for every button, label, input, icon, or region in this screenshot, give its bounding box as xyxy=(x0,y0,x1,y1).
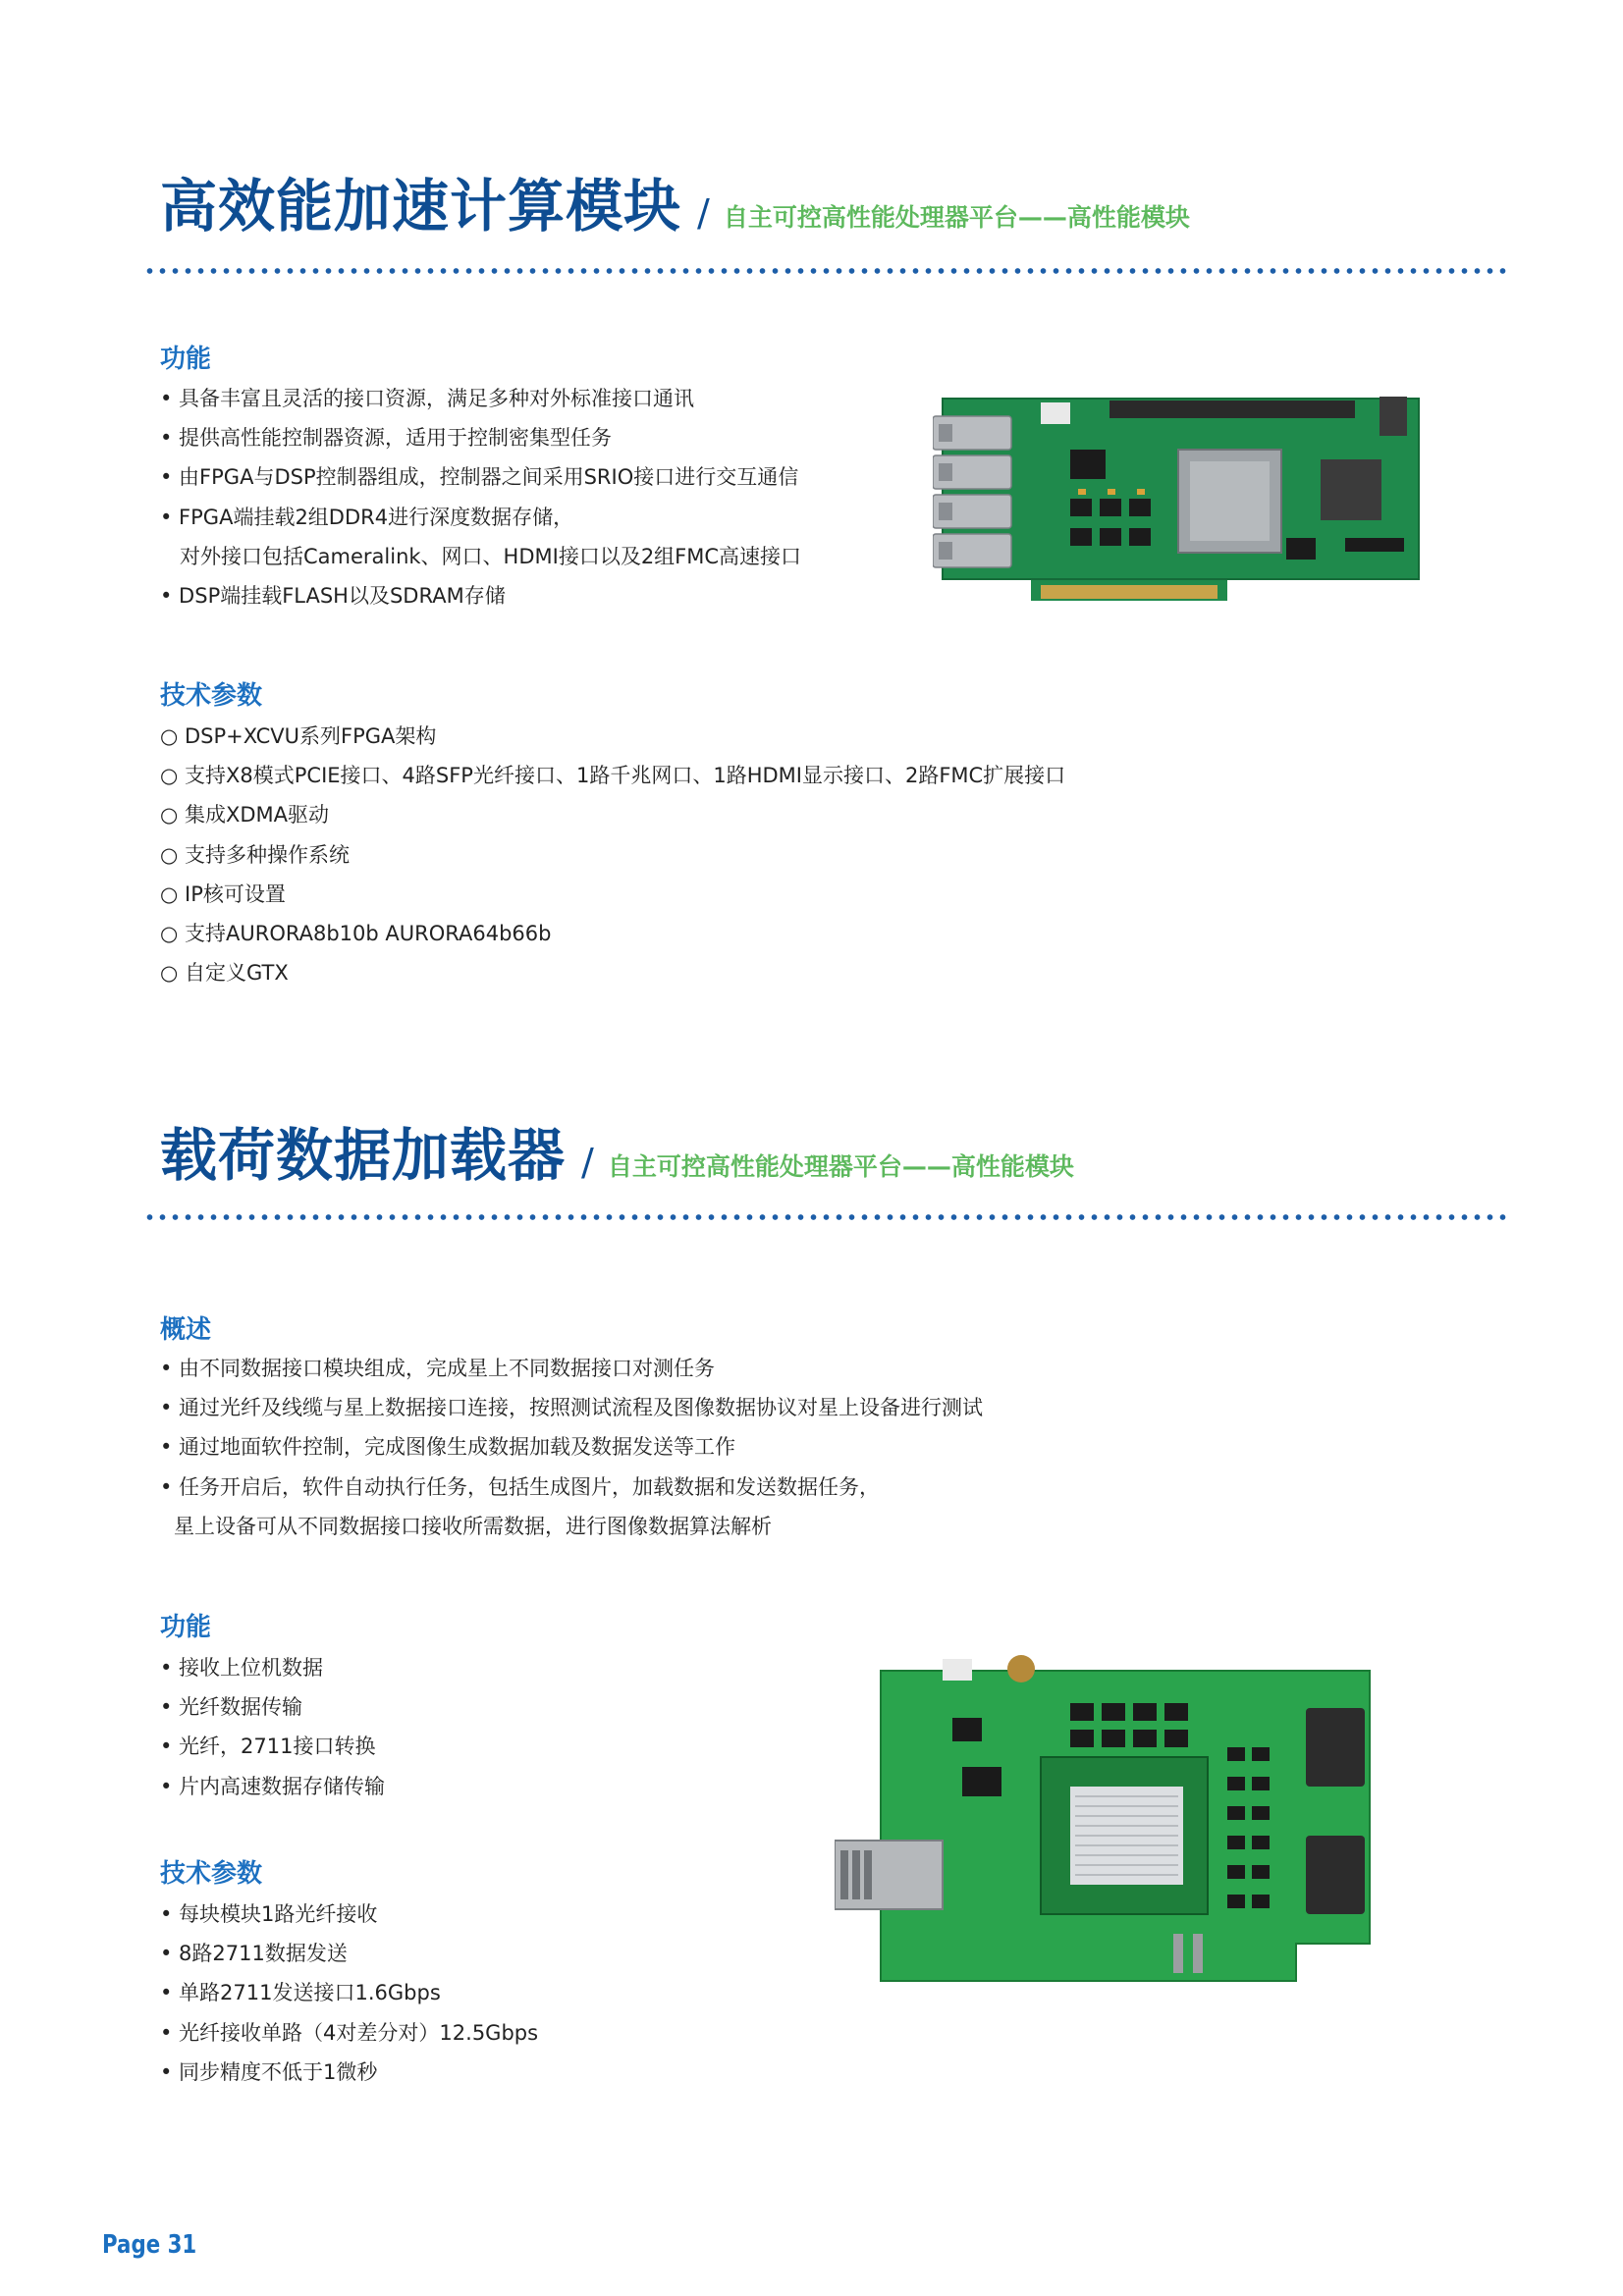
list-item: ○ 集成XDMA驱动 xyxy=(160,803,330,828)
list-item: • 光纤接收单路（4对差分对）12.5Gbps xyxy=(160,2020,539,2045)
section1-features-list xyxy=(160,379,801,615)
page-number: Page 31 xyxy=(102,2230,197,2260)
section2-divider xyxy=(143,1214,1508,1220)
list-item: ○ IP核可设置 xyxy=(160,881,286,906)
section2-specs-heading: 技术参数 xyxy=(160,1859,263,1889)
list-item: • 通过地面软件控制，完成图像生成数据加载及数据发送等工作 xyxy=(160,1435,736,1460)
list-item: • 接收上位机数据 xyxy=(160,1656,324,1680)
list-item: 星上设备可从不同数据接口接收所需数据，进行图像数据算法解析 xyxy=(174,1514,772,1538)
section2-header xyxy=(160,1109,1074,1192)
list-item: • 由FPGA与DSP控制器组成，控制器之间采用SRIO接口进行交互通信 xyxy=(160,465,799,490)
loader-board-image xyxy=(835,1649,1384,1998)
section1-specs-heading: 技术参数 xyxy=(160,681,263,711)
list-item: • 通过光纤及线缆与星上数据接口连接，按照测试流程及图像数据协议对星上设备进行测试 xyxy=(160,1396,984,1420)
list-item: • 片内高速数据存储传输 xyxy=(160,1774,386,1798)
list-item: • 单路2711发送接口1.6Gbps xyxy=(160,1981,441,2005)
list-item: • 光纤，2711接口转换 xyxy=(160,1735,376,1759)
section2-title: 载荷数据加载器 xyxy=(160,1122,567,1189)
pcie-board-image xyxy=(933,391,1429,609)
section1-subtitle: 自主可控高性能处理器平台——高性能模块 xyxy=(723,203,1190,232)
list-item: • DSP端挂载FLASH以及SDRAM存储 xyxy=(160,584,506,609)
list-item: • 光纤数据传输 xyxy=(160,1695,303,1720)
list-item: • 由不同数据接口模块组成，完成星上不同数据接口对测任务 xyxy=(160,1357,716,1380)
section1-slash: / xyxy=(697,191,710,235)
list-item: • 提供高性能控制器资源，适用于控制密集型任务 xyxy=(160,426,613,451)
section2-overview-list xyxy=(160,1349,983,1546)
section2-specs-list xyxy=(160,1895,538,2092)
list-item: • FPGA端挂载2组DDR4进行深度数据存储， xyxy=(160,505,574,529)
list-item: • 具备丰富且灵活的接口资源，满足多种对外标准接口通讯 xyxy=(160,387,695,410)
list-item: ○ 支持AURORA8b10b AURORA64b66b xyxy=(160,922,552,946)
list-item: ○ 支持X8模式PCIE接口、4路SFP光纤接口、1路千兆网口、1路HDMI显示接口、2路FMC扩展接口 xyxy=(160,764,1066,788)
list-item: • 每块模块1路光纤接收 xyxy=(160,1902,378,1926)
section2-slash: / xyxy=(581,1141,594,1184)
section2-features-heading: 功能 xyxy=(160,1613,212,1642)
section1-specs-list xyxy=(160,717,1065,992)
list-item: 对外接口包括Cameralink、网口、HDMI接口以及2组FMC高速接口 xyxy=(180,544,802,568)
section1-title: 高效能加速计算模块 xyxy=(160,173,682,240)
list-item: • 同步精度不低于1微秒 xyxy=(160,2059,378,2084)
list-item: ○ 支持多种操作系统 xyxy=(160,842,350,867)
section1-features-heading: 功能 xyxy=(160,345,212,374)
section1-divider xyxy=(143,268,1508,274)
section2-overview-heading: 概述 xyxy=(160,1315,212,1345)
list-item: ○ 自定义GTX xyxy=(160,961,289,986)
section2-features-list xyxy=(160,1648,385,1806)
list-item: ○ DSP+XCVU系列FPGA架构 xyxy=(160,724,437,748)
list-item: • 任务开启后，软件自动执行任务，包括生成图片，加载数据和发送数据任务， xyxy=(160,1474,881,1499)
section1-header xyxy=(160,160,1190,242)
section2-subtitle: 自主可控高性能处理器平台——高性能模块 xyxy=(607,1152,1074,1181)
list-item: • 8路2711数据发送 xyxy=(160,1942,348,1966)
